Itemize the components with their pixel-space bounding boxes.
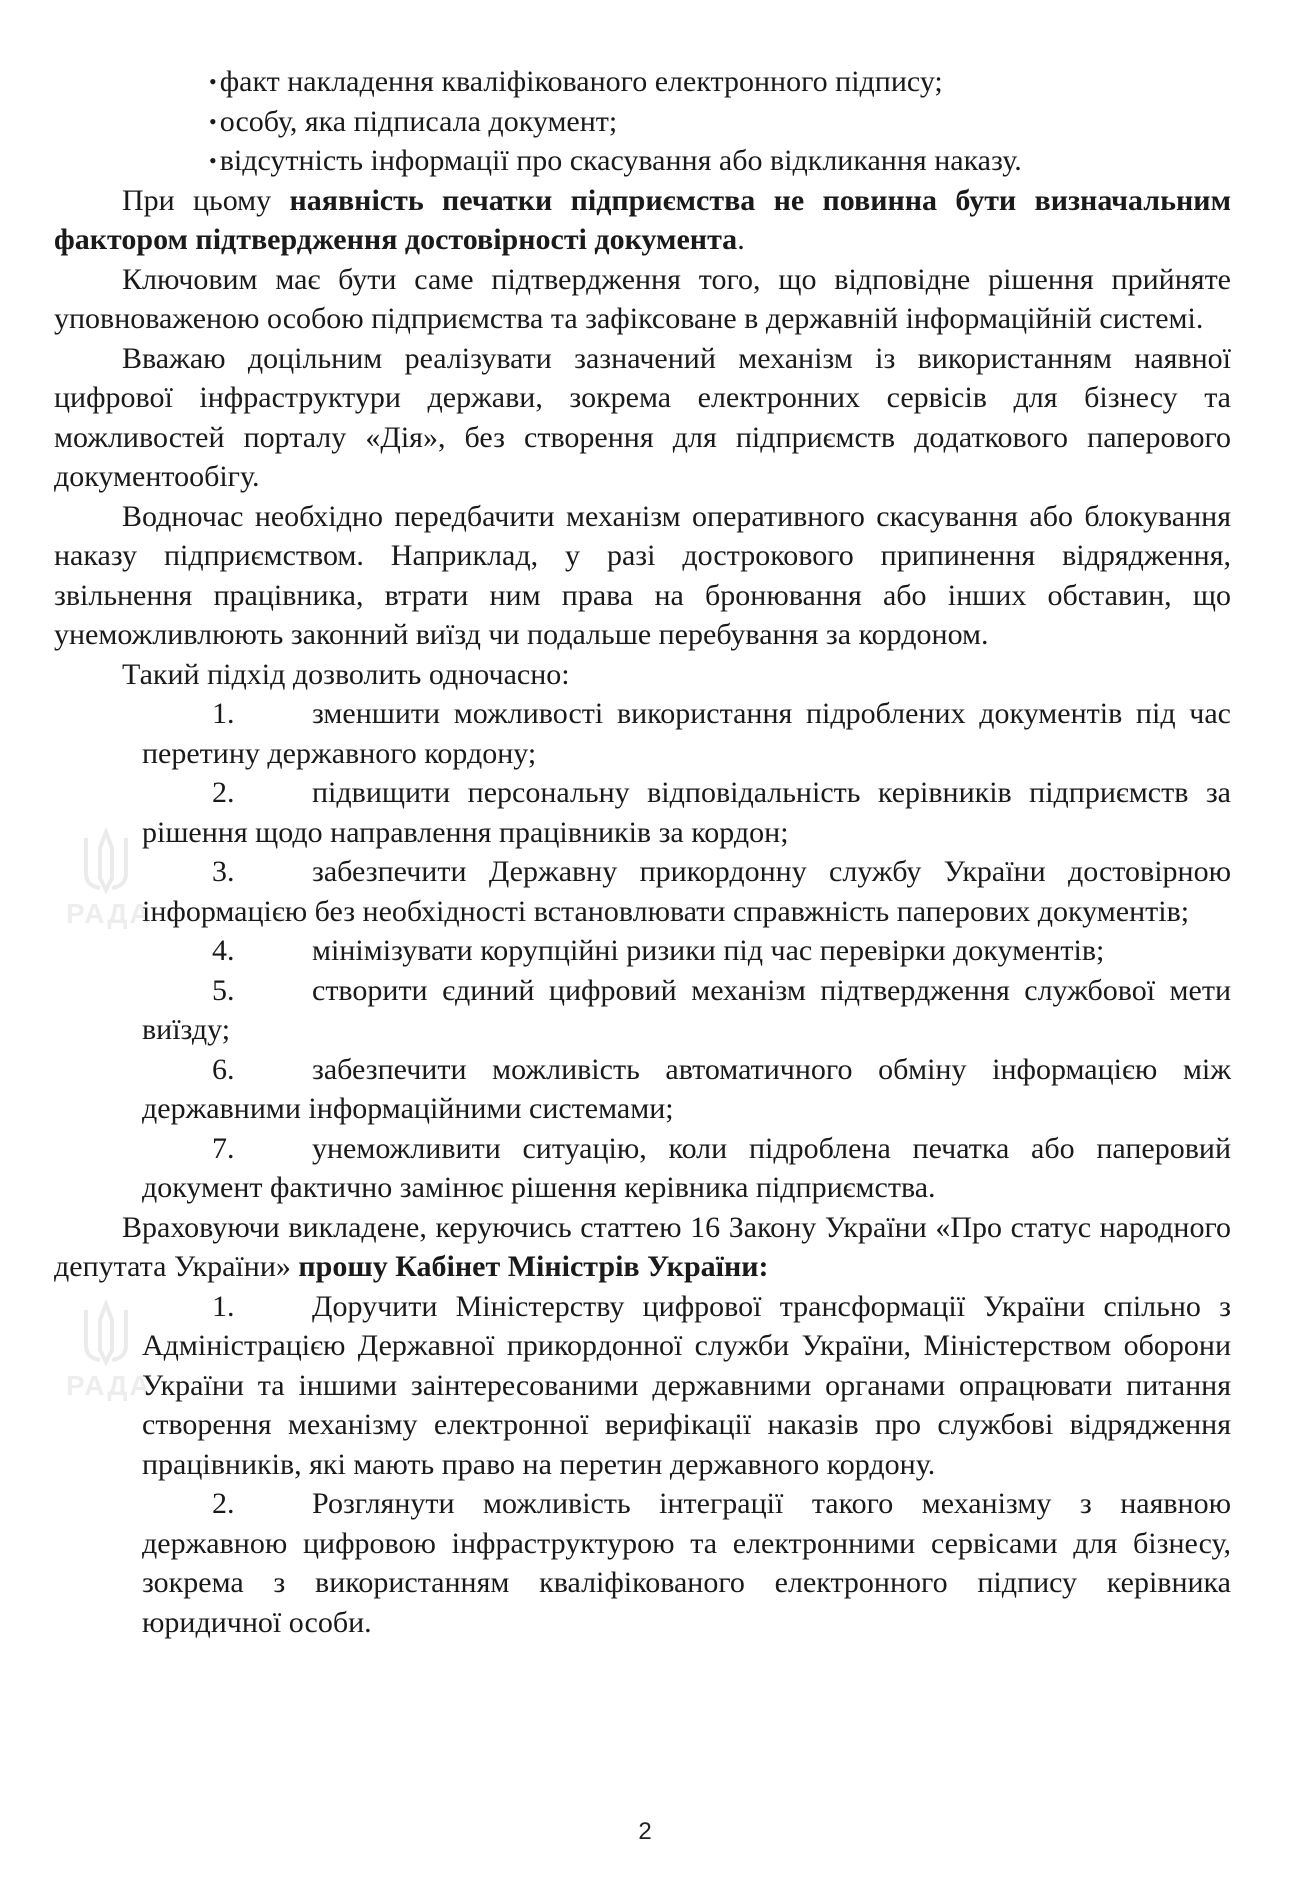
paragraph-key-confirmation: Ключовим має бути саме підтвердження того, що відповідне рішення прийняте уповноваженою особою підприємства та зафіксоване в державній інформаційній системі. bbox=[54, 262, 1231, 335]
benefits-list bbox=[54, 694, 1231, 1208]
list-item: 1. Доручити Міністерству цифрової трансформації України спільно з Адміністрацією Державної прикордонної служби України, Міністерством оборони України та іншими заінтересованими державними органами опрацювати питання створення механізму електронної верифікації наказів про службові відрядження працівників, які мають право на перетин державного кордону. bbox=[142, 1289, 1231, 1481]
request-list bbox=[54, 1287, 1231, 1643]
list-item: 5. створити єдиний цифровий механізм підтвердження службової мети виїзду; bbox=[142, 973, 1231, 1046]
list-item: 2. Розглянути можливість інтеграції такого механізму з наявною державною цифровою інфраструктурою та електронними сервісами для бізнесу, зокрема з використанням кваліфікованого електронного підпису керівника юридичної особи. bbox=[142, 1487, 1231, 1639]
list-item: 3. забезпечити Державну прикордонну службу України достовірною інформацією без необхідності встановлювати справжність паперових документів; bbox=[142, 855, 1231, 928]
paragraph-cancellation-mechanism: Водночас необхідно передбачити механізм оперативного скасування або блокування наказу підприємством. Наприклад, у разі дострокового припинення відрядження, звільнення працівника, втрати ним права на бронювання або інших обставин, що унеможливлюють законний виїзд чи подальше перебування за кордоном. bbox=[54, 499, 1231, 651]
watermark-text: РАДА bbox=[66, 898, 152, 929]
list-item: 7. унеможливити ситуацію, коли підроблена печатка або паперовий документ фактично замінює рішення керівника підприємства. bbox=[142, 1131, 1231, 1204]
document-body bbox=[54, 62, 1231, 1642]
paragraph-approach-intro: Такий підхід дозволить одночасно: bbox=[122, 657, 570, 691]
bullet-item: • особу, яка підписала документ; bbox=[209, 104, 618, 138]
page-number: 2 bbox=[638, 1818, 652, 1845]
bullet-item: • відсутність інформації про скасування або відкликання наказу. bbox=[209, 144, 1022, 177]
paragraph-request: Враховуючи викладене, керуючись статтею 16 Закону України «Про статус народного депутата України» прошу Кабінет Міністрів України: bbox=[54, 1210, 1231, 1283]
paragraph-digital-infrastructure: Вважаю доцільним реалізувати зазначений механізм із використанням наявної цифрової інфраструктури держави, зокрема електронних сервісів для бізнесу та можливостей порталу «Дія», без створення для підприємств додаткового паперового документообігу. bbox=[54, 341, 1231, 493]
list-item: 6. забезпечити можливість автоматичного обміну інформацією між державними інформаційними системами; bbox=[142, 1052, 1231, 1125]
watermark-text: РАДА bbox=[66, 1370, 152, 1401]
list-item: 4. мінімізувати корупційні ризики під час перевірки документів; bbox=[212, 934, 1105, 967]
paragraph-seal-note: При цьому наявність печатки підприємства не повинна бути визначальним фактором підтвердження достовірності документа. bbox=[54, 183, 1232, 256]
list-item: 2. підвищити персональну відповідальність керівників підприємств за рішення щодо направлення працівників за кордон; bbox=[142, 776, 1231, 849]
bullet-item: • факт накладення кваліфікованого електронного підпису; bbox=[209, 65, 943, 98]
bullet-list bbox=[209, 62, 1231, 181]
list-item: 1. зменшити можливості використання підроблених документів під час перетину державного кордону; bbox=[142, 697, 1231, 770]
